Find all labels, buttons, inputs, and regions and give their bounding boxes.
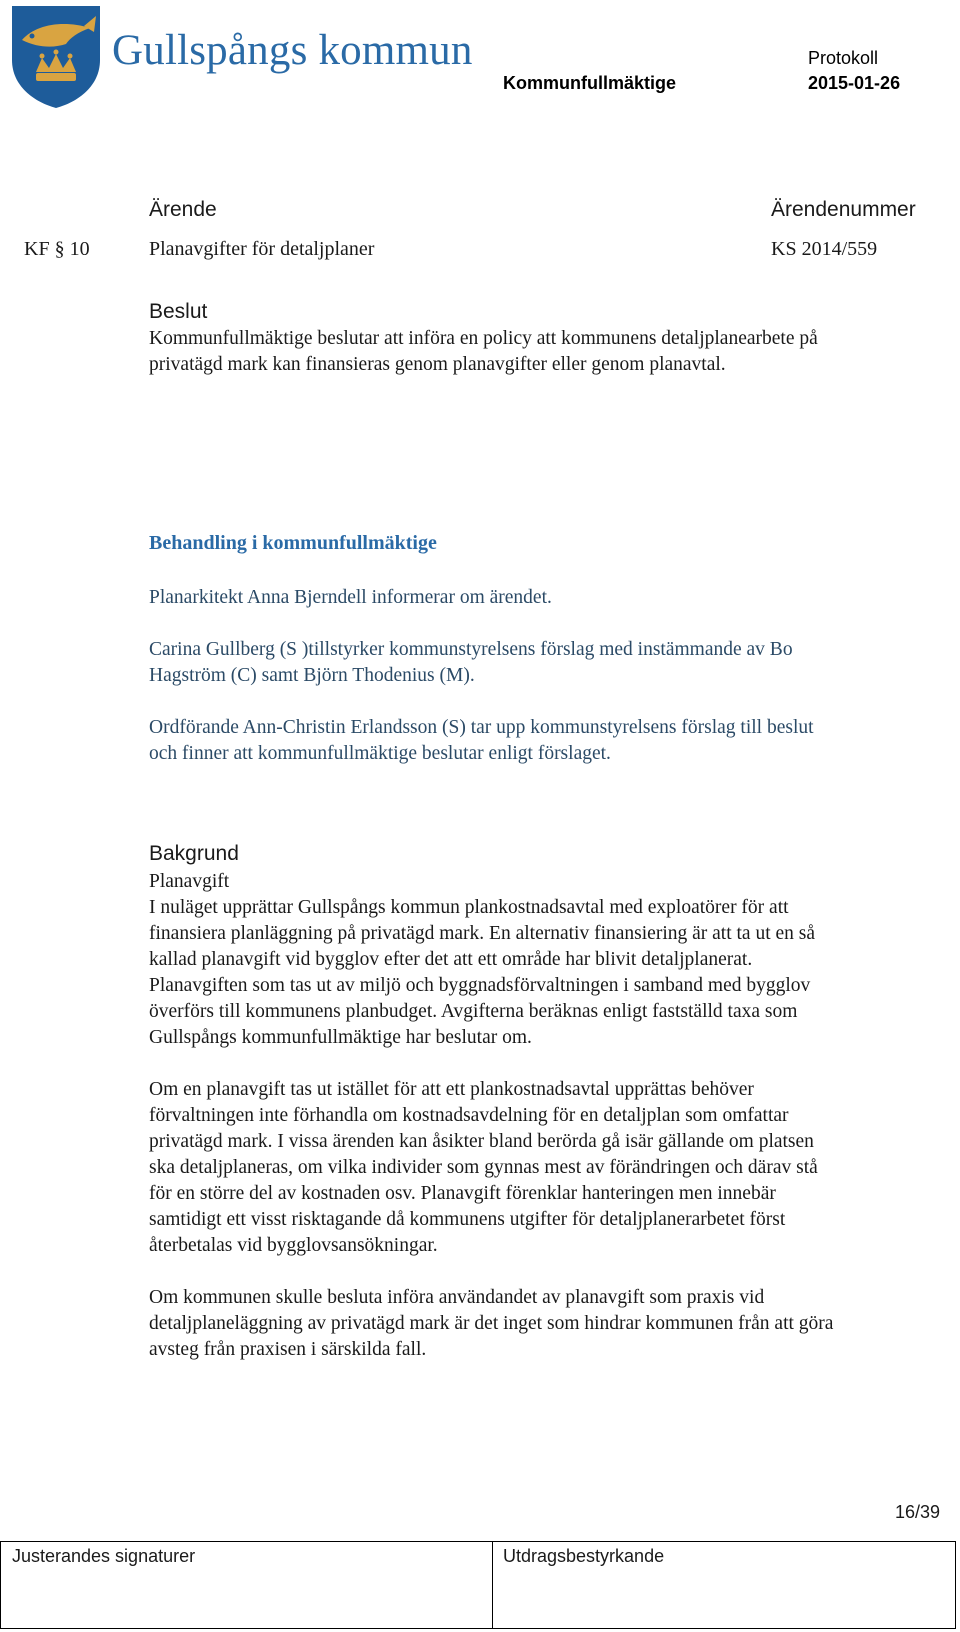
document-date: 2015-01-26 [808,73,901,93]
text-line: detaljplaneläggning av privatägd mark är det inget som hindrar kommunen från att göra [149,1313,834,1334]
signature-divider [492,1541,493,1629]
text-line: för en större del av kostnaden osv. Planavgift förenklar hanteringen men innebär [149,1183,776,1204]
paragraph-number: KF § 10 [24,238,90,260]
text-line: och finner att kommunfullmäktige beslutar enligt förslaget. [149,743,611,764]
text-line: Planarkitekt Anna Bjerndell informerar om ärendet. [149,587,552,608]
text-line: överförs till kommunens planbudget. Avgifterna beräknas enligt fastställd taxa som [149,1001,798,1022]
text-line: Carina Gullberg (S )tillstyrker kommunstyrelsens förslag med instämmande av Bo [149,639,793,660]
beslut-heading: Beslut [149,300,208,323]
body-name: Kommunfullmäktige [503,73,677,93]
case-title: Planavgifter för detaljplaner [149,238,375,260]
beslut-text [149,326,949,378]
bakgrund-paragraph [149,1077,949,1259]
arende-label: Ärende [149,198,217,221]
signature-field-justerande: Justerandes signaturer [12,1546,196,1566]
behandling-heading: Behandling i kommunfullmäktige [149,532,437,554]
behandling-paragraph [149,637,949,689]
text-line: Om kommunen skulle besluta införa användandet av planavgift som praxis vid [149,1287,765,1308]
bakgrund-paragraph [149,1285,949,1363]
text-line: ska detaljplaneras, om vilka individer som gynnas mest av förändringen och därav stå [149,1157,818,1178]
text-line: Planavgiften som tas ut av miljö och byggnadsförvaltningen i samband med bygglov [149,975,811,996]
brand-wordmark: Gullspångs kommun [112,27,473,74]
bakgrund-subheading: Planavgift [149,871,230,892]
text-line: Ordförande Ann-Christin Erlandsson (S) tar upp kommunstyrelsens förslag till beslut [149,717,814,738]
case-number: KS 2014/559 [771,238,878,260]
document-type: Protokoll [808,48,879,68]
text-line: Gullspångs kommunfullmäktige har beslutar om. [149,1027,532,1048]
behandling-paragraph [149,715,949,767]
text-line: förvaltningen inte förhandla om kostnadsavdelning för en detaljplan som omfattar [149,1105,789,1126]
text-line: I nuläget upprättar Gullspångs kommun plankostnadsavtal med exploatörer för att [149,897,789,918]
text-line: avsteg från praxisen i särskilda fall. [149,1339,427,1360]
text-line: Om en planavgift tas ut istället för att ett plankostnadsavtal upprättas behöver [149,1079,754,1100]
text-line: samtidigt ett visst risktagande då kommunens utgifter för detaljplanerarbetet först [149,1209,786,1230]
signature-field-utdrag: Utdragsbestyrkande [503,1546,665,1566]
bakgrund-paragraph [149,895,949,1051]
text-line: Hagström (C) samt Björn Thodenius (M). [149,665,475,686]
text-line: finansiera planläggning på privatägd mark. En alternativ finansiering är att ta ut en så [149,923,816,944]
text-line: kallad planavgift vid bygglov efter det att ett område har blivit detaljplanerat. [149,949,753,970]
behandling-paragraph [149,585,949,611]
text-line: privatägd mark. I vissa ärenden kan åsikter bland berörda gå isär gällande om platsen [149,1131,814,1152]
municipal-crest-logo [8,2,104,110]
page-number: 16/39 [895,1502,941,1522]
text-line: Kommunfullmäktige beslutar att införa en policy att kommunens detaljplanearbete på [149,328,818,349]
text-line: återbetalas vid bygglovsansökningar. [149,1235,438,1256]
arendenummer-label: Ärendenummer [771,198,916,221]
bakgrund-heading: Bakgrund [149,842,239,865]
text-line: privatägd mark kan finansieras genom planavgifter eller genom planavtal. [149,354,726,375]
